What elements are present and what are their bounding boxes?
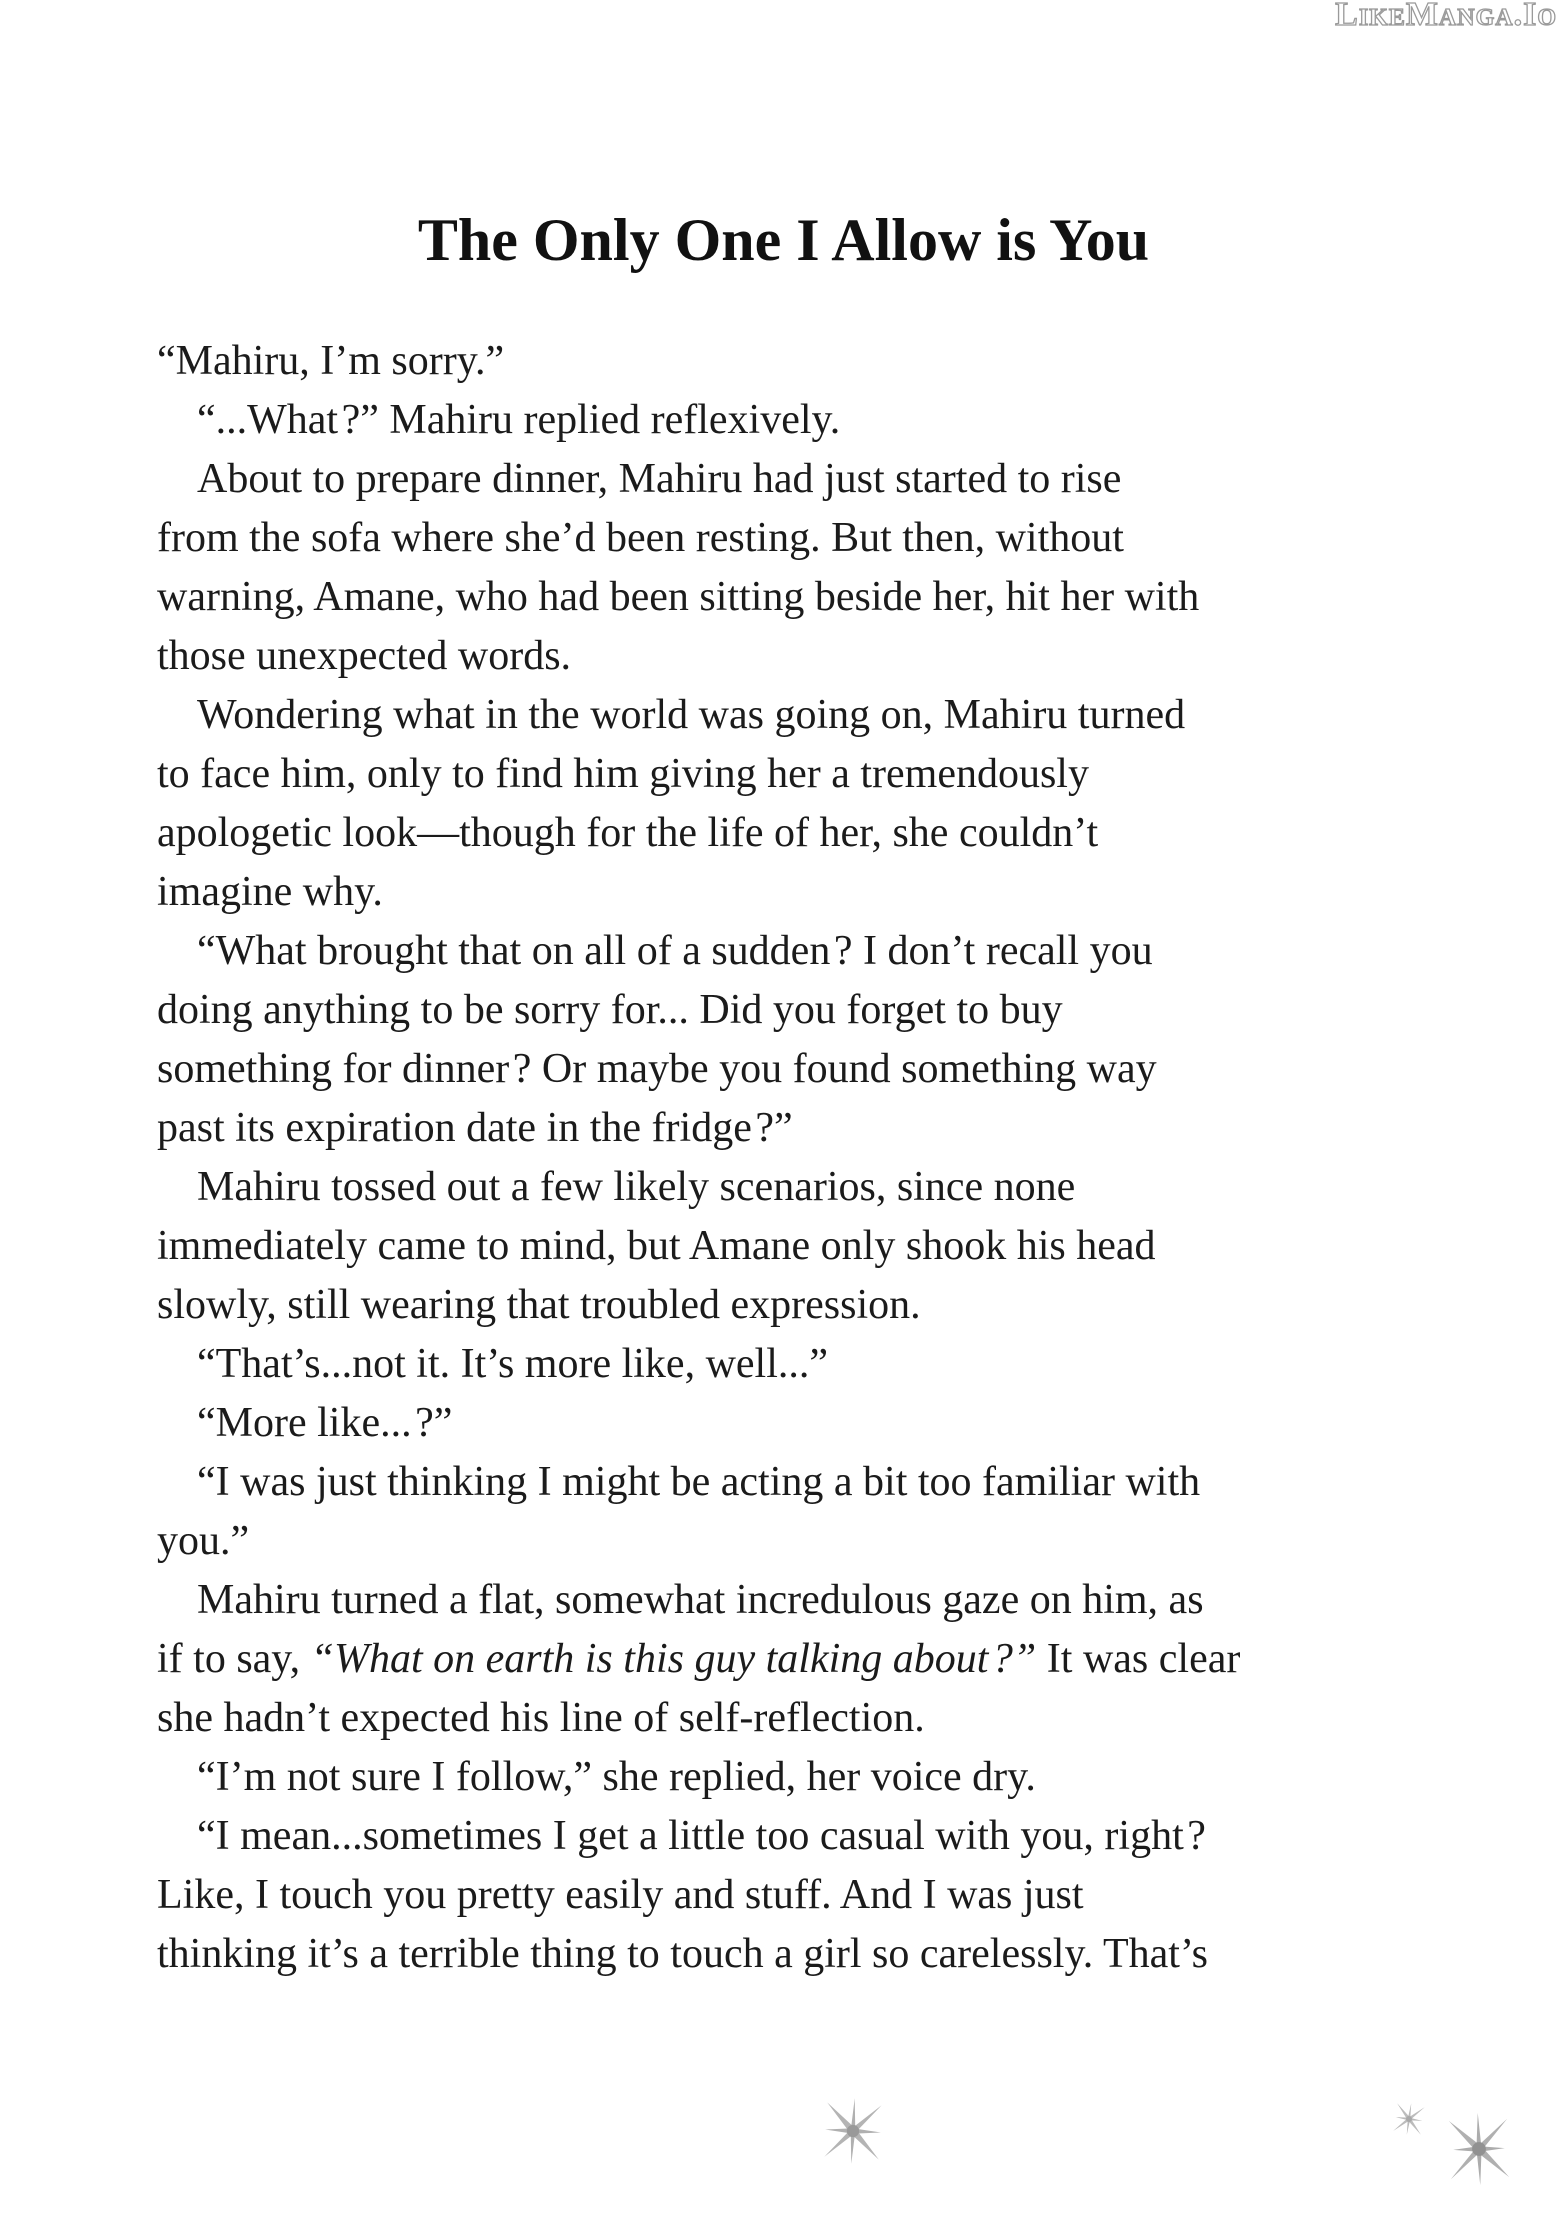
text-line [157, 1630, 1427, 1689]
text-line: slowly, still wearing that troubled expression. [157, 1282, 921, 1328]
text-line: from the sofa where she’d been resting. But then, without [157, 515, 1124, 561]
text-line: warning, Amane, who had been sitting beside her, hit her with [157, 574, 1200, 620]
text-line: Wondering what in the world was going on, Mahiru turned [197, 692, 1186, 738]
text-line: past its expiration date in the fridge ?” [157, 1105, 793, 1151]
text-line: About to prepare dinner, Mahiru had just started to rise [197, 456, 1122, 502]
text-line: to face him, only to find him giving her a tremendously [157, 751, 1089, 797]
text-line: immediately came to mind, but Amane only shook his head [157, 1223, 1156, 1269]
italic-text-segment: “What on earth is this guy talking about ?” [310, 1636, 1037, 1682]
text-line: Mahiru tossed out a few likely scenarios, since none [197, 1164, 1076, 1210]
text-line: “I mean...sometimes I get a little too casual with you, right ? [197, 1813, 1206, 1859]
likemanga-watermark: LikeManga.Io [1335, 0, 1557, 33]
text-line: apologetic look—though for the life of her, she couldn’t [157, 810, 1099, 856]
text-line: thinking it’s a terrible thing to touch a girl so carelessly. That’s [157, 1931, 1208, 1977]
text-line: she hadn’t expected his line of self-reflection. [157, 1695, 925, 1741]
text-line: Like, I touch you pretty easily and stuff. And I was just [157, 1872, 1084, 1918]
text-line: “...What ?” Mahiru replied reflexively. [197, 397, 841, 443]
text-line: “What brought that on all of a sudden ? I don’t recall you [197, 928, 1153, 974]
text-line: “Mahiru, I’m sorry.” [157, 338, 505, 384]
text-line: doing anything to be sorry for... Did you forget to buy [157, 987, 1063, 1033]
text-segment: if to say, [157, 1636, 311, 1682]
text-line: “I’m not sure I follow,” she replied, her voice dry. [197, 1754, 1036, 1800]
text-line: you.” [157, 1518, 250, 1564]
chapter-title: The Only One I Allow is You [417, 207, 1150, 273]
text-line: those unexpected words. [157, 633, 572, 679]
text-line: “That’s...not it. It’s more like, well...” [197, 1341, 829, 1387]
text-line: Mahiru turned a flat, somewhat incredulous gaze on him, as [197, 1577, 1204, 1623]
sparkle-icon [812, 2090, 894, 2172]
text-segment: It was clear [1036, 1636, 1241, 1682]
sparkle-icon [1436, 2106, 1522, 2192]
text-line: imagine why. [157, 869, 383, 915]
text-line: “More like... ?” [197, 1400, 453, 1446]
text-line: something for dinner ? Or maybe you found something way [157, 1046, 1157, 1092]
text-line: “I was just thinking I might be acting a bit too familiar with [197, 1459, 1201, 1505]
sparkle-icon [1388, 2098, 1430, 2140]
body-text [157, 332, 1427, 1984]
